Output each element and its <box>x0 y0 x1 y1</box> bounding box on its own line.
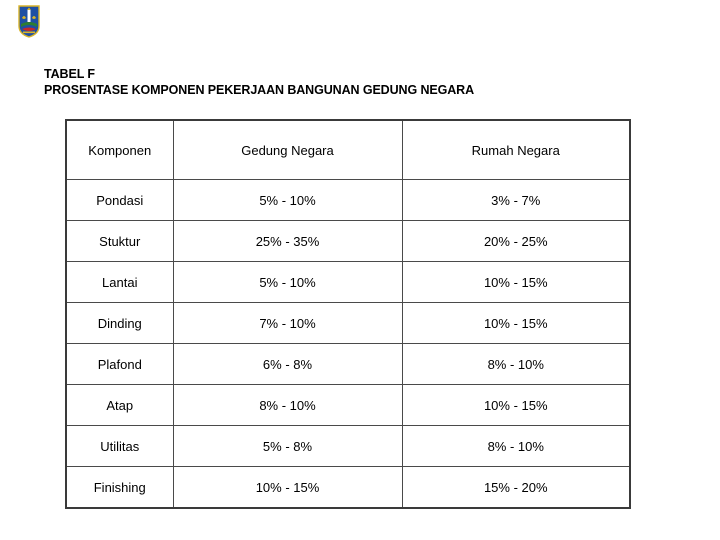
header-rumah-negara: Rumah Negara <box>402 120 630 180</box>
cell-gedung-negara: 5% - 10% <box>173 262 402 303</box>
table-row <box>66 180 630 221</box>
table-row <box>66 467 630 509</box>
cell-komponen: Plafond <box>66 344 173 385</box>
table-row <box>66 385 630 426</box>
table-row <box>66 303 630 344</box>
table-row <box>66 262 630 303</box>
cell-gedung-negara: 6% - 8% <box>173 344 402 385</box>
cell-komponen: Pondasi <box>66 180 173 221</box>
header-gedung-negara: Gedung Negara <box>173 120 402 180</box>
cell-gedung-negara: 25% - 35% <box>173 221 402 262</box>
cell-rumah-negara: 8% - 10% <box>402 426 630 467</box>
title-line-2: PROSENTASE KOMPONEN PEKERJAAN BANGUNAN GEDUNG NEGARA <box>44 83 475 97</box>
table-header-row <box>66 120 630 180</box>
cell-rumah-negara: 20% - 25% <box>402 221 630 262</box>
header-komponen: Komponen <box>66 120 173 180</box>
cell-gedung-negara: 5% - 8% <box>173 426 402 467</box>
cell-komponen: Utilitas <box>66 426 173 467</box>
cell-rumah-negara: 3% - 7% <box>402 180 630 221</box>
cell-rumah-negara: 10% - 15% <box>402 262 630 303</box>
table-row <box>66 221 630 262</box>
table-row <box>66 344 630 385</box>
title-line-1: TABEL F <box>44 67 95 81</box>
cell-gedung-negara: 5% - 10% <box>173 180 402 221</box>
provincial-emblem-icon <box>17 4 41 38</box>
cell-gedung-negara: 8% - 10% <box>173 385 402 426</box>
cell-rumah-negara: 15% - 20% <box>402 467 630 509</box>
cell-rumah-negara: 8% - 10% <box>402 344 630 385</box>
cell-rumah-negara: 10% - 15% <box>402 303 630 344</box>
table-row <box>66 426 630 467</box>
cell-komponen: Stuktur <box>66 221 173 262</box>
cell-gedung-negara: 7% - 10% <box>173 303 402 344</box>
cell-rumah-negara: 10% - 15% <box>402 385 630 426</box>
cell-komponen: Atap <box>66 385 173 426</box>
cell-gedung-negara: 10% - 15% <box>173 467 402 509</box>
cell-komponen: Lantai <box>66 262 173 303</box>
document-title <box>44 66 474 98</box>
cell-komponen: Finishing <box>66 467 173 509</box>
component-percentage-table <box>65 119 631 509</box>
cell-komponen: Dinding <box>66 303 173 344</box>
